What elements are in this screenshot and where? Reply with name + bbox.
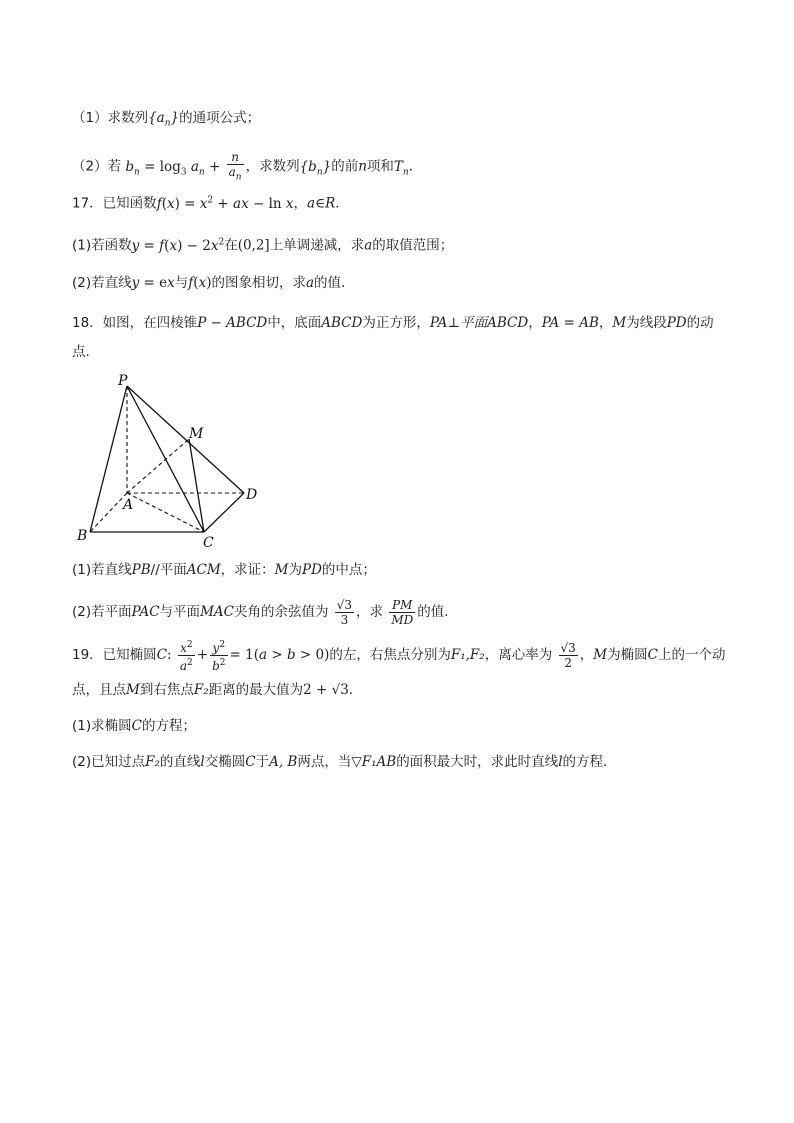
pyramid-diagram (72, 372, 262, 552)
q17-statement: 17．已知函数$f(x) = x^2$ + ax − ln x，a∈R． (72, 195, 349, 212)
q19-part1: (1)求椭圆C的方程； (72, 718, 196, 734)
label-b: B (77, 528, 88, 544)
q16-part1: （1）求数列$\{a_n\}$的通项公式； (72, 110, 261, 129)
q18-statement: 18．如图，在四棱锥P − ABCD中，底面ABCD为正方形，PA⊥平面ABCD，PA = AB，M为线段PD的动 (72, 315, 714, 331)
label-c: C (203, 535, 214, 551)
q19-statement: 19．已知椭圆C: $\frac{x^2}{a^2}$ + $\frac{y^2}{b^2}$ = 1(a > b > 0)的左，右焦点分别为F₁,F₂，离心率为 $\frac{√3}{2}$ ，M为椭圆C上的一个动 (72, 640, 726, 673)
q17-part1: (1)若函数$y = f(x) - 2x^2$在(0,2]上单调递减，求a的取值范围； (72, 237, 454, 254)
q18-statement-cont: 点. (72, 344, 90, 360)
edge-ac (127, 493, 204, 532)
q19-part2: (2)已知过点F₂的直线l交椭圆C于A, B两点，当▽F₁AB的面积最大时，求此时直线l的方程． (72, 754, 617, 770)
pyramid-figure (72, 372, 262, 552)
q16-part2: （2）若 $b_n = \log_3 a_n$ + $\frac{n}{a_n}$ ，求数列$\{b_n\}$的前n项和$T_n$． (72, 150, 423, 183)
label-d: D (246, 487, 258, 503)
label-a: A (123, 497, 134, 513)
q18-part2: (2)若平面PAC与平面MAC夹角的余弦值为 $\frac{√3}{3}$ ，求 $\frac{PM}{MD}$ 的值. (72, 598, 449, 627)
label-m: M (189, 426, 204, 442)
q18-part1: (1)若直线PB//平面ACM，求证：M为PD的中点； (72, 562, 376, 578)
edge-pb (90, 386, 127, 532)
label-p: P (118, 373, 128, 389)
q19-statement-cont: 点，且点M到右焦点F₂距离的最大值为2 + √3. (72, 682, 354, 698)
edge-cd (204, 493, 244, 532)
q17-part2: (2)若直线y = ex与f(x)的图象相切，求a的值． (72, 275, 355, 291)
edge-pd (127, 386, 244, 493)
